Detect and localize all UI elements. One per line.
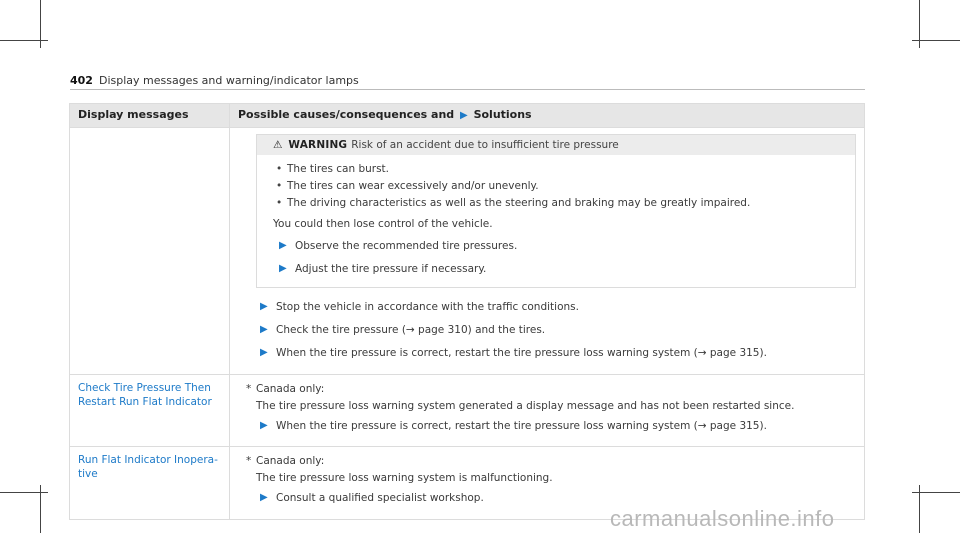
warning-label: WARNING [288,138,348,151]
action-step: ▶ Check the tire pressure (→ page 310) and the tires. [260,324,546,337]
note-canada: * Canada only: [246,455,325,468]
message-cell-empty [70,127,230,374]
note-canada: * Canada only: [246,382,325,395]
column-header-causes: Possible causes/consequences and ▶ Solutions [230,104,865,128]
action-step: ▶ Adjust the tire pressure if necessary. [279,262,487,275]
arrow-icon: ▶ [460,110,468,121]
list-item: • The driving characteristics as well as the steering and braking may be greatly impaired. [273,196,847,210]
arrow-icon: ▶ [279,262,287,274]
warning-box [256,134,856,288]
crop-mark [0,40,48,41]
warning-body [257,155,855,287]
crop-mark [912,40,960,41]
arrow-icon: ▶ [260,301,268,313]
page-number: 402 [70,74,93,87]
arrow-icon: ▶ [260,492,268,504]
table-header-row [70,104,865,128]
cause-text: The tire pressure loss warning system generated a display message and has not been restarted since. [256,399,795,412]
warning-icon: ⚠ [273,138,283,151]
table-row [70,374,865,447]
action-step: ▶ When the tire pressure is correct, restart the tire pressure loss warning system (→ page 315). [260,347,767,360]
watermark: carmanualsonline.info [610,506,835,531]
message-run-flat-inoperative: Run Flat Indicator Inopera-tive [70,447,230,520]
action-step: ▶ When the tire pressure is correct, restart the tire pressure loss warning system (→ page 315). [260,419,767,432]
arrow-icon: ▶ [260,419,268,431]
action-step: ▶ Consult a qualified specialist workshop. [260,492,484,505]
table-row [70,127,865,374]
header-divider [70,89,865,90]
action-step: ▶ Observe the recommended tire pressures. [279,239,518,252]
message-check-tire-pressure: Check Tire Pressure Then Restart Run Flat Indicator [70,374,230,447]
list-item: • The tires can burst. [273,162,847,176]
display-messages-table [69,103,865,520]
warning-header [257,135,855,155]
column-header-messages: Display messages [70,104,230,128]
cause-text: The tire pressure loss warning system is malfunctioning. [256,472,553,485]
crop-mark [0,492,48,493]
page-title: Display messages and warning/indicator lamps [98,74,359,87]
page-header [70,74,359,87]
warning-text: Risk of an accident due to insufficient tire pressure [351,138,619,151]
list-item: • The tires can wear excessively and/or unevenly. [273,179,847,193]
causes-cell [230,127,865,374]
action-step: ▶ Stop the vehicle in accordance with the traffic conditions. [260,301,579,314]
arrow-icon: ▶ [260,347,268,359]
arrow-icon: ▶ [260,324,268,336]
crop-mark [912,492,960,493]
warning-paragraph: You could then lose control of the vehicle. [273,217,493,230]
arrow-icon: ▶ [279,239,287,251]
causes-cell [230,374,865,447]
